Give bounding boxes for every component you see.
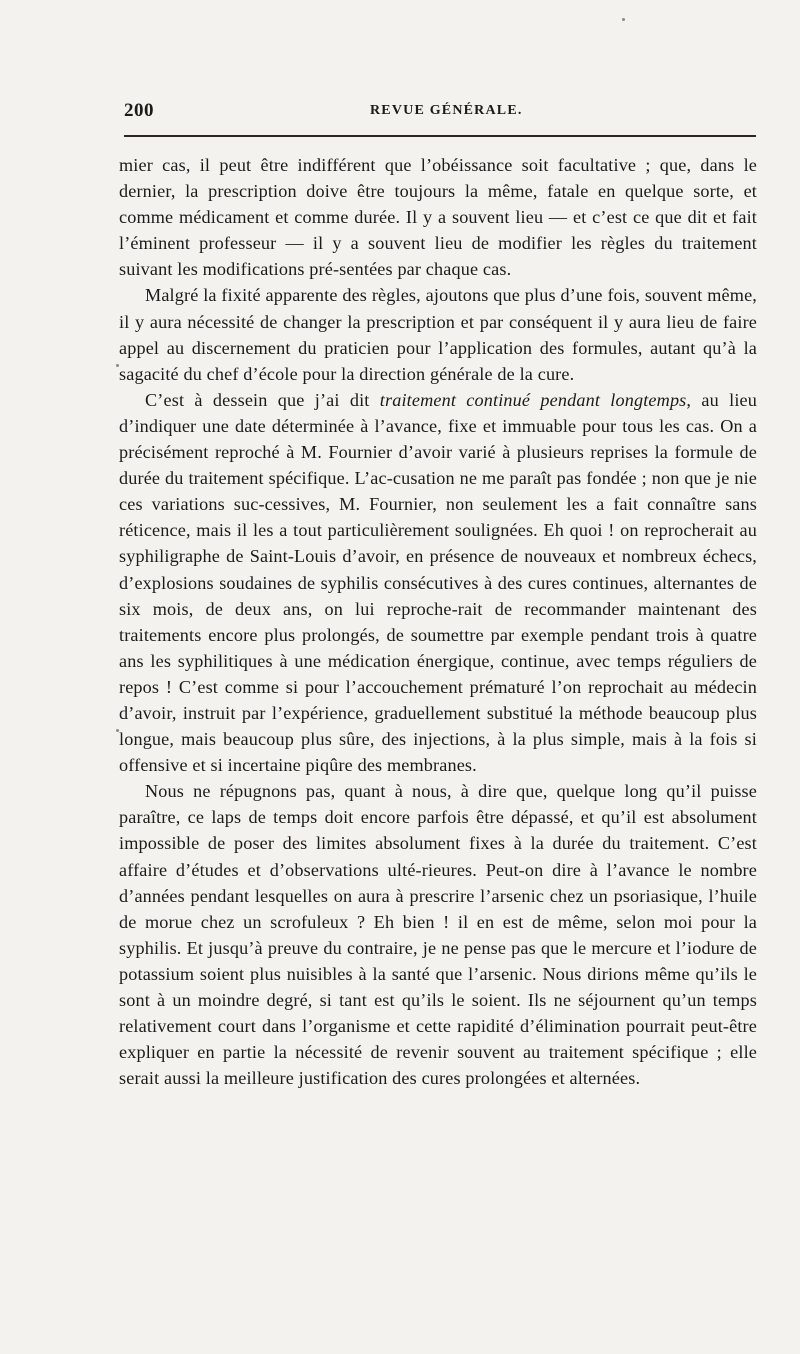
- paragraph-3-before: C’est à dessein que j’ai dit: [145, 389, 380, 410]
- paragraph-1: mier cas, il peut être indifférent que l’obéissance soit facultative ; que, dans le dernier, la prescription doive être toujours la même, fatale en quelque sorte, et comme médicament et comme durée. Il y a souvent lieu — et c’est ce que dit et fait l’éminent professeur — il y a souvent lieu de modifier les règles du traitement suivant les modifications pré-sentées par chaque cas.: [119, 155, 757, 280]
- paragraph-4: Nous ne répugnons pas, quant à nous, à dire que, quelque long qu’il puisse paraître, ce laps de temps doit encore parfois être dépassé, et qu’il est absolument impossible de poser des limites absolument fixes à la durée du traitement. C’est affaire d’études et d’observations ulté-rieures. Peut-on dire à l’avance le nombre d’années pendant lesquelles on aura à prescrire l’arsenic chez un psoriasique, l’huile de morue chez un scrofuleux ? Eh bien ! il en est de même, selon moi pour la syphilis. Et jusqu’à preuve du contraire, je ne pense pas que le mercure et l’iodure de potassium soient plus nuisibles à la santé que l’arsenic. Nous dirions même qu’ils le sont à un moindre degré, si tant est qu’ils le soient. Ils ne séjournent qu’un temps relativement court dans l’organisme et cette rapidité d’élimination pourrait peut-être expliquer en partie la nécessité de revenir souvent au traitement spécifique ; elle serait aussi la meilleure justification des cures prolongées et alternées.: [119, 781, 757, 1089]
- running-title: REVUE GÉNÉRALE.: [370, 103, 523, 118]
- page-header: [124, 100, 720, 126]
- paragraph-3-after: , au lieu d’indiquer une date déterminée à l’avance, fixe et immuable pour tous les cas. On a précisément reproché à M. Fournier d’avoir varié à plusieurs reprises la formule de durée du traitement spécifique. L’ac-cusation ne me paraît pas fondée ; non que je nie ces variations suc-cessives, M. Fournier, non seulement les a fait connaître sans réticence, mais il les a tout particulièrement soulignées. Eh quoi ! on reprocherait au syphiligraphe de Saint-Louis d’avoir, en présence de nouveaux et nombreux échecs, d’explosions soudaines de syphilis consécutives à des cures continues, alternantes de six mois, de deux ans, on lui reproche-rait de recommander maintenant des traitements encore plus prolongés, de soumettre par exemple pendant trois à quatre ans les syphilitiques à une médication énergique, continue, avec temps réguliers de repos ! C’est comme si pour l’accouchement prématuré l’on reprochait au médecin d’avoir, instruit par l’expérience, graduellement substitué la méthode beaucoup plus longue, mais beaucoup plus sûre, des injections, à la plus simple, mais à la fois si offensive et si incertaine piqûre des membranes.: [119, 389, 757, 776]
- paper-speck: [622, 18, 625, 21]
- paper-speck: [116, 364, 119, 367]
- paragraph-2: Malgré la fixité apparente des règles, ajoutons que plus d’une fois, souvent même, il y aura nécessité de changer la prescription et par conséquent il y aura lieu de faire appel au discernement du praticien pour l’application des formules, autant qu’à la sagacité du chef d’école pour la direction générale de la cure.: [119, 285, 757, 384]
- paper-speck: [116, 729, 119, 732]
- paragraph-3: [119, 387, 757, 778]
- header-rule: [124, 135, 756, 137]
- page-number: 200: [124, 100, 154, 121]
- paragraph-3-emphasis: traitement continué pendant longtemps: [379, 389, 687, 410]
- body-text: [119, 152, 757, 1091]
